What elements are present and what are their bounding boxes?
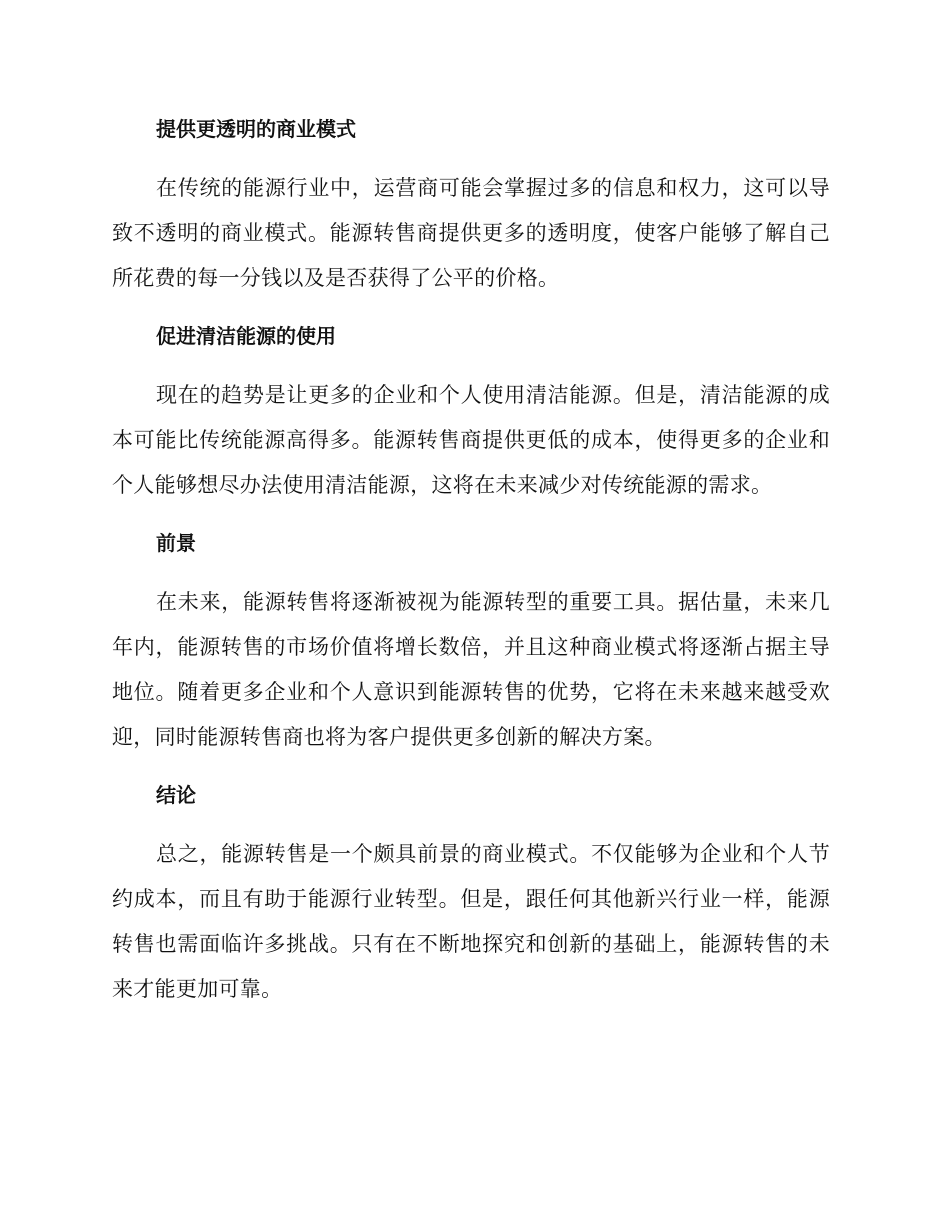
section-heading: 前景 <box>156 531 196 555</box>
section-paragraph: 现在的趋势是让更多的企业和个人使用清洁能源。但是，清洁能源的成本可能比传统能源高得多。能源转售商提供更低的成本，使得更多的企业和个人能够想尽办法使用清洁能源，这将在未来减少对传统能源的需求。 <box>112 383 830 497</box>
section-clean-energy <box>112 321 830 508</box>
section-heading: 提供更透明的商业模式 <box>156 117 356 141</box>
section-transparency <box>112 114 830 301</box>
section-paragraph: 总之，能源转售是一个颇具前景的商业模式。不仅能够为企业和个人节约成本，而且有助于能源行业转型。但是，跟任何其他新兴行业一样，能源转售也需面临许多挑战。只有在不断地探究和创新的基础上，能源转售的未来才能更加可靠。 <box>112 842 830 1001</box>
section-heading: 结论 <box>156 783 196 807</box>
section-outlook <box>112 528 830 760</box>
section-paragraph: 在未来，能源转售将逐渐被视为能源转型的重要工具。据估量，未来几年内，能源转售的市场价值将增长数倍，并且这种商业模式将逐渐占据主导地位。随着更多企业和个人意识到能源转售的优势，它将在未来越来越受欢迎，同时能源转售商也将为客户提供更多创新的解决方案。 <box>112 590 830 749</box>
section-heading: 促进清洁能源的使用 <box>156 324 336 348</box>
section-conclusion <box>112 780 830 1012</box>
section-paragraph: 在传统的能源行业中，运营商可能会掌握过多的信息和权力，这可以导致不透明的商业模式。能源转售商提供更多的透明度，使客户能够了解自己所花费的每一分钱以及是否获得了公平的价格。 <box>112 176 830 290</box>
